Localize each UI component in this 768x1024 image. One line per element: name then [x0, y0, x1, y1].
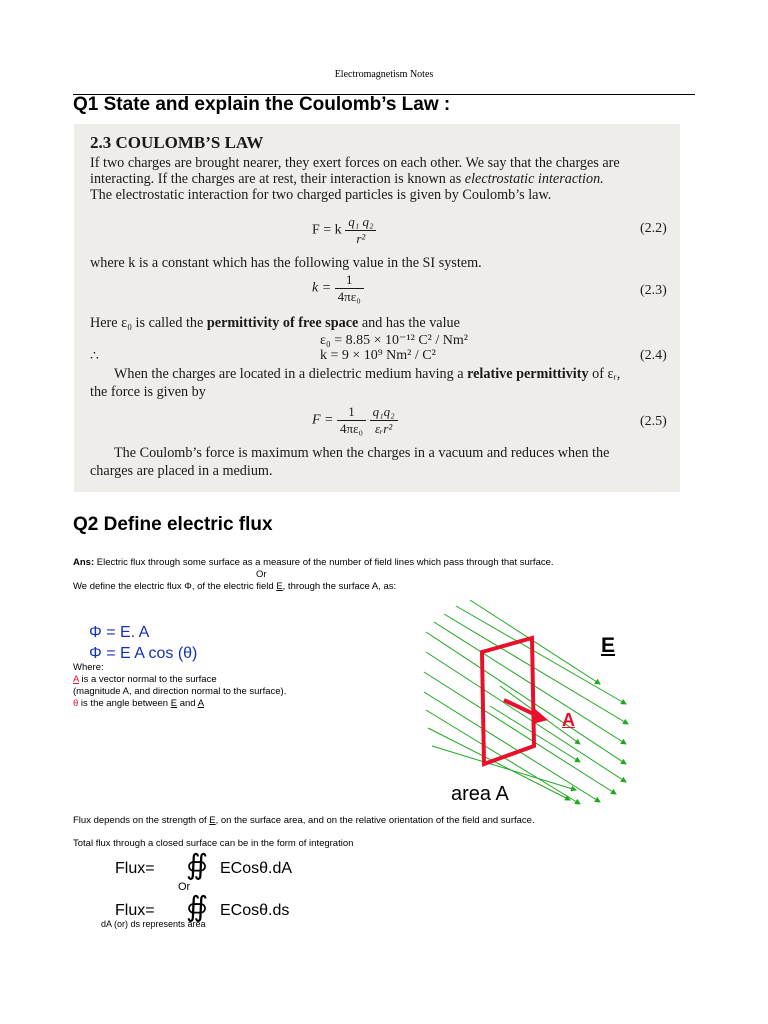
area-a-label: area A	[451, 783, 509, 805]
scan-dielectric-line2: the force is given by	[90, 384, 206, 400]
equation-2-5-denominator2: εᵣr²	[374, 421, 393, 436]
scan-dielectric-bold: relative permittivity	[467, 366, 589, 382]
vector-a-text: is a vector normal to the surface	[78, 674, 217, 685]
flux-dependence-text: Flux depends on the strength of	[73, 815, 210, 826]
equation-2-3-fraction	[335, 272, 364, 305]
equation-2-5-denominator1: 4πε₀	[340, 421, 364, 436]
equation-2-2-numerator: q₁ q₂	[345, 214, 376, 231]
closed-integral-2: ∯	[186, 890, 209, 923]
theta-symbol: θ	[73, 698, 79, 709]
flux-definition-text: We define the electric flux Φ, of the electric field	[73, 581, 277, 592]
equation-2-2-denominator: r²	[356, 231, 366, 246]
scan-intro-line2-emphasis: electrostatic interaction.	[464, 171, 604, 187]
integral-1-expression: ECosθ.dA	[220, 860, 293, 877]
scanned-excerpt	[74, 124, 680, 492]
flux-dependence-e: E	[209, 815, 216, 826]
scan-conclusion-line1: The Coulomb’s force is maximum when the charges in a vacuum and reduces when the	[114, 445, 610, 461]
equation-2-3-denominator: 4πε₀	[337, 289, 361, 304]
theta-e: E	[170, 698, 178, 709]
scan-where-line: where k is a constant which has the following value in the SI system.	[90, 255, 482, 271]
closed-integral-1: ∯	[186, 848, 209, 881]
scan-intro-line2-text: interacting. If the charges are at rest, their interaction is known as	[90, 171, 465, 187]
therefore-symbol: ∴	[90, 349, 99, 364]
total-flux-line: Total flux through a closed surface can be in the form of integration	[73, 838, 354, 849]
answer-line	[73, 557, 554, 568]
equation-2-5-fraction1	[337, 404, 366, 437]
equation-2-3-number: (2.3)	[640, 283, 667, 298]
or-separator-1: Or	[256, 569, 267, 580]
flux-figure	[420, 596, 640, 811]
integral-2-label: Flux=	[115, 902, 155, 919]
scan-dielectric-text: When the charges are located in a dielectric medium having a	[114, 366, 468, 382]
flux-dependence-line	[73, 815, 535, 826]
vector-a-magnitude: (magnitude A, and direction normal to the surface).	[73, 686, 287, 697]
area-note: dA (or) ds represents area	[101, 919, 206, 929]
or-separator-2: Or	[178, 881, 191, 893]
vector-a-symbol: A	[73, 674, 79, 685]
scan-intro-line2	[90, 172, 604, 187]
equation-2-3-numerator: 1	[335, 272, 364, 289]
field-e-label: E	[601, 634, 616, 657]
equation-2-5-numerator2: q₁q₂	[370, 404, 398, 421]
scan-here-tail: and has the value	[358, 315, 460, 331]
field-lines	[424, 600, 628, 804]
equation-2-2-fraction	[345, 214, 376, 247]
scan-intro-line1: If two charges are brought nearer, they exert forces on each other. We say that the charges are	[90, 155, 620, 171]
vector-a-description	[73, 674, 217, 685]
scan-conclusion-line2: charges are placed in a medium.	[90, 463, 273, 479]
equation-2-4a: ε₀ = 8.85 × 10⁻¹² C² / Nm²	[320, 333, 468, 348]
integral-1-label: Flux=	[115, 860, 155, 877]
answer-text: Electric flux through some surface as a measure of the number of field lines which pass through that surface.	[94, 557, 554, 568]
theta-text: is the angle between	[78, 698, 171, 709]
equation-2-5-fraction2	[370, 404, 398, 437]
scan-here-bold: permittivity of free space	[206, 315, 359, 331]
where-label: Where:	[73, 662, 104, 673]
scan-dielectric-line1	[114, 367, 620, 382]
theta-and: and	[177, 698, 198, 709]
q2-heading: Q2 Define electric flux	[73, 514, 273, 535]
scan-dielectric-tail: of εᵣ,	[588, 366, 621, 382]
equation-2-5-numerator1: 1	[337, 404, 366, 421]
vector-a-label: A	[562, 710, 575, 730]
scan-intro-line3: The electrostatic interaction for two charged particles is given by Coulomb’s law.	[90, 187, 552, 203]
flux-definition-e: E	[276, 581, 283, 592]
equation-2-2	[312, 214, 376, 247]
scan-section-title: 2.3 COULOMB’S LAW	[90, 133, 264, 152]
answer-label: Ans:	[73, 557, 95, 568]
equation-2-5-number: (2.5)	[640, 414, 667, 429]
integral-2-expression: ECosθ.ds	[220, 902, 290, 919]
theta-description	[73, 698, 204, 709]
theta-a: A	[197, 698, 205, 709]
q1-heading: Q1 State and explain the Coulomb’s Law :	[73, 94, 451, 115]
equation-2-3	[312, 272, 364, 305]
equation-2-3-lhs: k =	[312, 280, 332, 296]
flux-equation-1: Φ = E. A	[89, 624, 150, 641]
flux-equation-2: Φ = E A cos (θ)	[89, 645, 198, 662]
equation-2-5	[312, 404, 398, 437]
document-header: Electromagnetism Notes	[334, 69, 434, 80]
equation-2-2-lhs: F = k	[312, 222, 342, 238]
equation-2-4-number: (2.4)	[640, 348, 667, 363]
equation-2-4b: k = 9 × 10⁹ Nm² / C²	[320, 348, 436, 363]
scan-here-line	[90, 316, 460, 331]
flux-dependence-tail: , on the surface area, and on the relative orientation of the field and surface.	[215, 815, 535, 826]
equation-2-5-lhs: F =	[312, 412, 334, 428]
scan-here-text: Here ε₀ is called the	[90, 315, 207, 331]
flux-definition-line	[73, 581, 396, 592]
equation-2-2-number: (2.2)	[640, 221, 667, 236]
flux-definition-tail: , through the surface A, as:	[282, 581, 397, 592]
